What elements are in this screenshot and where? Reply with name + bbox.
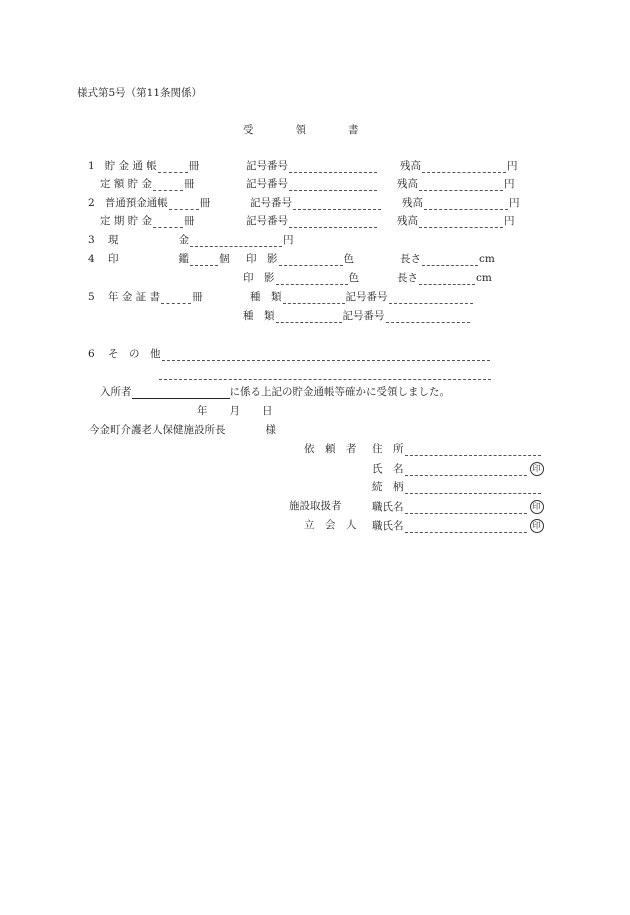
requester-name: 氏 名 印: [372, 462, 544, 476]
length-field[interactable]: [422, 254, 478, 266]
handler-label: 施設取扱者: [289, 500, 342, 512]
count-field[interactable]: [153, 179, 183, 191]
receipt-statement: 入所者 に係る上記の貯金通帳等確かに受領しました。: [100, 386, 450, 398]
name-field[interactable]: [405, 464, 527, 476]
balance-field[interactable]: [422, 161, 506, 173]
requester-label: 依 頼 者: [304, 443, 357, 455]
item-cash: 3 現 金 円: [88, 234, 294, 246]
count-field[interactable]: [153, 216, 183, 228]
item-number: 6: [88, 348, 95, 360]
cash-amount-field[interactable]: [190, 235, 282, 247]
impression-field[interactable]: [276, 273, 348, 285]
item-pension: 5 年 金 証 書 冊: [88, 291, 203, 303]
item-ordinary-deposit: 2 普通預金通帳 冊: [88, 197, 211, 209]
item-time-savings: 定 期 貯 金 冊: [100, 215, 195, 227]
other-field-2[interactable]: [159, 368, 491, 380]
requester-address: 住 所: [372, 443, 542, 456]
addressee: 今金町介護老人保健施設所長 様: [89, 424, 276, 436]
addressee-name: 今金町介護老人保健施設所長: [89, 424, 226, 436]
item-fixed-savings: 定 額 貯 金 冊: [100, 178, 195, 190]
date-line: 年 月 日: [197, 405, 273, 417]
item-seal: 4 印 鑑 個: [88, 253, 230, 265]
item-number: 1: [88, 160, 95, 172]
handler-name: 職氏名 印: [372, 500, 544, 514]
savings-book-number: 記号番号: [246, 160, 378, 173]
witness-field[interactable]: [405, 521, 527, 533]
balance-field[interactable]: [419, 216, 503, 228]
balance-field[interactable]: [419, 179, 503, 191]
item-number: 3: [88, 234, 95, 246]
item-label: 定 額 貯 金: [100, 178, 153, 190]
seal-length: 長さ cm: [400, 253, 495, 265]
item-savings-book: 1 貯 金 通 帳 冊: [88, 160, 200, 172]
fixed-savings-number: 記号番号: [246, 178, 378, 191]
seal-stamp-icon: 印: [530, 500, 544, 514]
time-savings-balance: 残高 円: [397, 215, 515, 227]
length-field[interactable]: [419, 273, 475, 285]
seal-length-2: 長さ cm: [397, 272, 492, 284]
seal-stamp-icon: 印: [530, 462, 544, 476]
requester-relation: 続 柄: [372, 481, 542, 494]
number-field[interactable]: [289, 179, 377, 191]
seal-impression-2: 印 影 色: [243, 272, 359, 284]
ordinary-deposit-number: 記号番号: [250, 197, 382, 210]
number-field[interactable]: [289, 161, 377, 173]
item-label: そ の 他: [108, 348, 161, 360]
other-field[interactable]: [162, 349, 490, 361]
address-field[interactable]: [405, 444, 541, 456]
count-field[interactable]: [169, 198, 199, 210]
ordinary-deposit-balance: 残高 円: [402, 197, 520, 209]
fixed-savings-balance: 残高 円: [397, 178, 515, 190]
seal-impression: 印 影 色: [246, 253, 354, 265]
number-field[interactable]: [389, 292, 473, 304]
count-field[interactable]: [161, 292, 191, 304]
item-label: 普通預金通帳: [104, 197, 168, 209]
item-label: 年 金 証 書: [108, 291, 161, 303]
relation-field[interactable]: [405, 482, 541, 494]
type-field[interactable]: [276, 311, 342, 323]
item-label: 定 期 貯 金: [100, 215, 153, 227]
item-number: 2: [88, 197, 95, 209]
handler-field[interactable]: [405, 502, 527, 514]
resident-name-field[interactable]: [132, 387, 230, 399]
count-field[interactable]: [158, 161, 188, 173]
number-field[interactable]: [293, 198, 381, 210]
document-title: 受 領 書: [243, 124, 359, 136]
number-field[interactable]: [386, 311, 470, 323]
form-reference: 様式第5号（第11条関係）: [77, 87, 203, 99]
seal-stamp-icon: 印: [530, 519, 544, 533]
count-field[interactable]: [190, 254, 218, 266]
savings-book-balance: 残高 円: [400, 160, 518, 172]
time-savings-number: 記号番号: [246, 215, 378, 228]
type-field[interactable]: [283, 292, 345, 304]
witness-name: 職氏名 印: [372, 519, 544, 533]
item-number: 5: [88, 291, 95, 303]
item-label: 貯 金 通 帳: [104, 160, 157, 172]
impression-field[interactable]: [279, 254, 343, 266]
pension-type-2: 種 類 記号番号: [243, 310, 471, 323]
witness-label: 立 会 人: [304, 519, 357, 531]
pension-type: 種 類 記号番号: [250, 291, 474, 304]
other-field-line2: [158, 367, 492, 380]
balance-field[interactable]: [424, 198, 508, 210]
item-number: 4: [88, 253, 95, 265]
number-field[interactable]: [289, 216, 377, 228]
item-other: [88, 348, 491, 361]
